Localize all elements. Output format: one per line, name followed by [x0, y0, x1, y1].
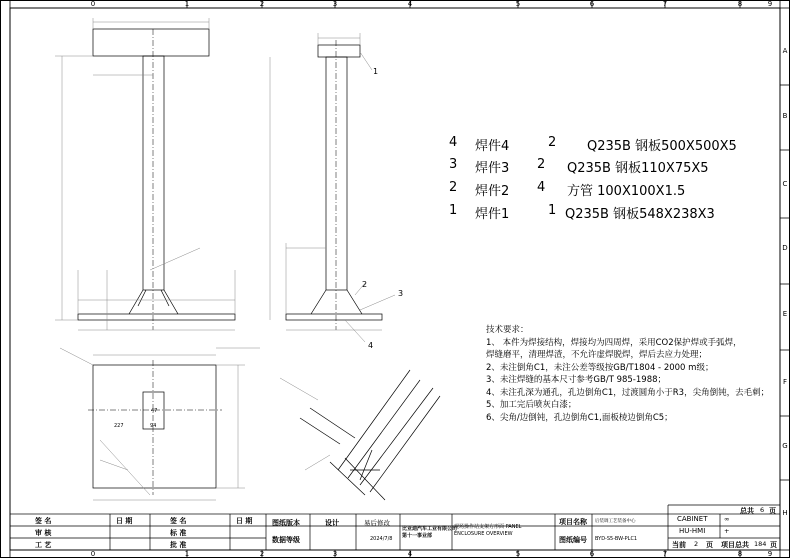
detail-view — [280, 370, 440, 500]
drawing-version-label: 图纸版本 — [272, 519, 300, 527]
hmi-label: HU-HMI — [679, 527, 706, 535]
bom-qty: 1 — [548, 203, 557, 218]
hmi-value: + — [724, 527, 730, 535]
current-unit: 页 — [706, 541, 713, 549]
bom-no: 1 — [449, 203, 458, 218]
plan-dim-left: 227 — [114, 423, 124, 429]
sign-label-2: 签 名 — [170, 517, 187, 525]
date-label-2: 日 期 — [236, 517, 253, 525]
project-total-label: 项目总共 — [721, 541, 749, 549]
col-label: 1 — [184, 0, 190, 8]
callout-3: 3 — [398, 289, 404, 298]
col-label: 9 — [767, 550, 773, 558]
current-label: 当前 — [672, 541, 686, 549]
notes-title: 技术要求： — [486, 325, 529, 335]
bom-qty: 2 — [548, 135, 557, 150]
col-label: 0 — [90, 0, 96, 8]
note-line: 5、加工完后喷灰白漆； — [486, 400, 577, 410]
note-line: 2、未注倒角C1，未注公差等级按GB/T1804 - 2000 m级； — [486, 362, 714, 373]
row-ticks — [780, 8, 790, 550]
col-label: 1 — [184, 550, 190, 558]
revise-label: 易后修改 — [364, 519, 390, 527]
col-label: 5 — [515, 0, 521, 8]
note-line: 1、 本件为焊接结构，焊接均为四周焊，采用CO2保护焊或手弧焊， — [486, 337, 742, 348]
bom-spec: Q235B 钢板110X75X5 — [567, 161, 709, 176]
col-label: 9 — [767, 0, 773, 8]
date-label: 日 期 — [116, 517, 133, 525]
standard-label: 标 准 — [170, 529, 187, 537]
bom-no: 4 — [449, 135, 458, 150]
bom-spec: Q235B 钢板548X238X3 — [565, 207, 715, 222]
current-value: 2 — [694, 540, 699, 548]
row-label: B — [782, 112, 788, 120]
bom-name: 焊件3 — [475, 161, 510, 176]
note-line: 6、尖角/边倒钝，孔边倒角C1,面板棱边倒角C5； — [486, 412, 673, 423]
col-label: 2 — [259, 0, 265, 8]
plan-view — [60, 348, 260, 500]
bom-spec: 方管 100X100X1.5 — [567, 184, 686, 199]
col-label: 8 — [737, 550, 743, 558]
col-label: 8 — [737, 0, 743, 8]
project-total-value: 184 — [754, 540, 767, 548]
sign-label: 签 名 — [35, 517, 52, 525]
bom-qty: 4 — [537, 180, 546, 195]
bom-name: 焊件2 — [475, 184, 510, 199]
technical-notes — [486, 324, 769, 424]
col-label: 5 — [515, 550, 521, 558]
note-line: 3、未注焊缝的基本尺寸参考GB/T 985-1988； — [486, 375, 667, 385]
row-label: G — [782, 442, 788, 450]
col-label: 0 — [90, 550, 96, 558]
company-division: 第十一事业部 — [402, 533, 433, 539]
plan-dim-square: 94 — [150, 423, 157, 429]
callout-4: 4 — [368, 341, 374, 350]
bom-spec: Q235B 钢板500X500X5 — [587, 139, 737, 154]
project-name-label: 项目名称 — [559, 518, 587, 526]
callout-2: 2 — [362, 280, 368, 289]
col-label: 7 — [662, 550, 668, 558]
column-ticks — [10, 0, 780, 558]
total-label: 总共 — [740, 507, 754, 515]
col-label: 3 — [332, 0, 338, 8]
project-name-value: 后装调工艺装备中心 — [595, 519, 636, 524]
approve-label: 批 准 — [170, 541, 187, 549]
outer-border — [1, 1, 790, 558]
company-name: 比亚迪汽车工业有限公司 — [402, 526, 458, 532]
revise-date: 2024/7/8 — [370, 536, 393, 542]
bom-no: 3 — [449, 157, 458, 172]
top-column-labels — [91, 0, 772, 8]
drawing-no-value: BYD-S5-BW-PLC1 — [595, 536, 638, 542]
col-label: 3 — [332, 550, 338, 558]
row-label: E — [782, 310, 788, 318]
data-level-label: 数据等级 — [272, 536, 300, 544]
note-line: 焊缝磨平，清理焊渣，不允许虚焊脱焊，焊后去应力处理； — [486, 350, 708, 360]
project-total-unit: 页 — [770, 541, 777, 549]
col-label: 4 — [407, 0, 413, 8]
bottom-column-labels — [91, 550, 772, 558]
title-block-grid — [10, 505, 780, 550]
row-label: C — [782, 180, 788, 188]
col-label: 6 — [589, 0, 595, 8]
bom-name: 焊件4 — [475, 139, 510, 154]
row-label: A — [782, 47, 788, 55]
bom-name: 焊件1 — [475, 207, 510, 222]
design-label: 设计 — [325, 519, 339, 527]
row-label: D — [782, 244, 788, 252]
inner-frame — [10, 8, 780, 550]
row-label: F — [782, 378, 788, 386]
plan-dim-center: 47 — [151, 408, 158, 414]
cabinet-label: CABINET — [677, 515, 708, 523]
col-label: 6 — [589, 550, 595, 558]
side-row-labels — [782, 47, 787, 517]
craft-label: 工 艺 — [35, 541, 52, 549]
front-view — [55, 18, 235, 330]
col-label: 7 — [662, 0, 668, 8]
total-unit: 页 — [769, 507, 776, 515]
callout-1: 1 — [373, 67, 379, 76]
note-line: 4、未注孔深为通孔，孔边倒角C1，过渡圆角小于R3，尖角倒钝，去毛刺； — [486, 387, 770, 398]
bom-qty: 2 — [537, 157, 546, 172]
bom-no: 2 — [449, 180, 458, 195]
row-label: H — [782, 509, 788, 517]
col-label: 4 — [407, 550, 413, 558]
total-value: 6 — [760, 506, 765, 514]
review-label: 审 核 — [35, 529, 52, 537]
side-view — [270, 33, 395, 342]
drawing-no-label: 图纸编号 — [559, 536, 587, 544]
cabinet-value: ∞ — [724, 515, 730, 523]
drawing-name: 现场操作站支架方形面 PANEL ENCLOSURE OVERVIEW — [454, 524, 522, 537]
col-label: 2 — [259, 550, 265, 558]
